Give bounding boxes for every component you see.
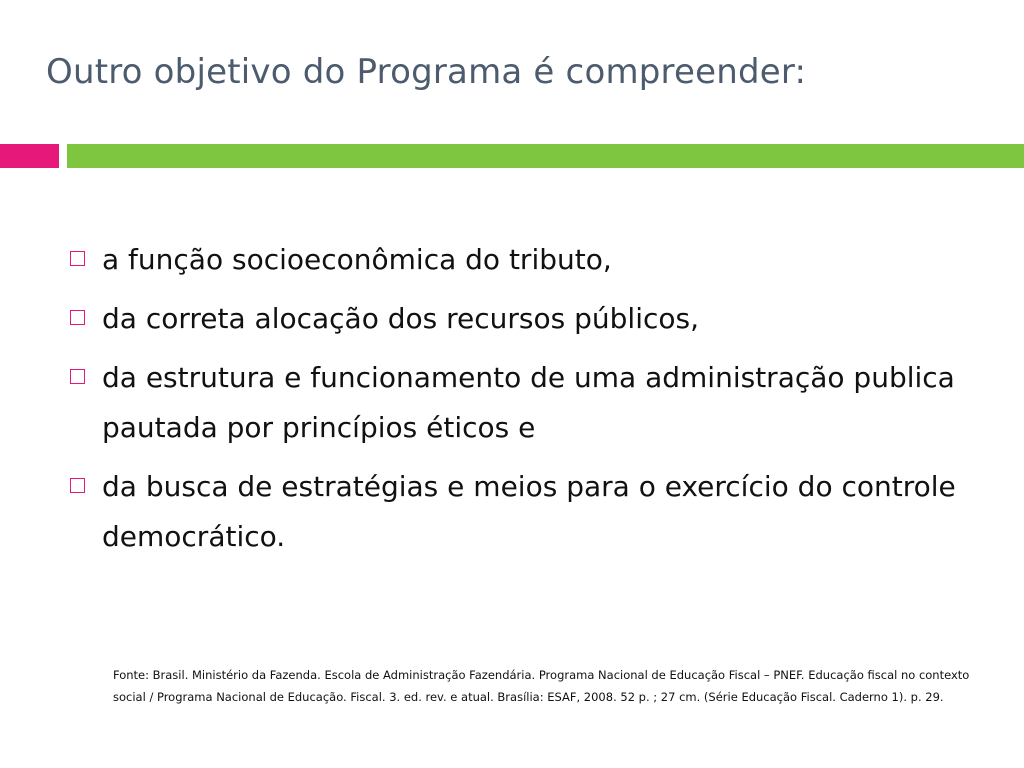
bullet-item (68, 235, 978, 285)
hollow-square-icon (70, 310, 85, 325)
slide-title: Outro objetivo do Programa é compreender: (46, 52, 807, 92)
bullet-text: da busca de estratégias e meios para o exercício do controle democrático. (102, 470, 956, 553)
source-citation: Fonte: Brasil. Ministério da Fazenda. Escola de Administração Fazendária. Programa Nacional de Educação Fiscal – PNEF. Educação fiscal no contexto social / Programa Nacional de Educação. Fiscal. 3. ed. rev. e atual. Brasília: ESAF, 2008. 52 p. ; 27 cm. (Série Educação Fiscal. Caderno 1). p. 29. (113, 668, 970, 704)
hollow-square-icon (70, 369, 85, 384)
bullet-item (68, 462, 978, 562)
bullet-list (68, 235, 978, 571)
hollow-square-icon (70, 251, 85, 266)
bullet-item (68, 294, 978, 344)
bullet-item (68, 353, 978, 453)
accent-bar-pink (0, 144, 59, 168)
bullet-text: da correta alocação dos recursos públicos, (102, 302, 699, 335)
bullet-text: da estrutura e funcionamento de uma administração publica pautada por princípios éticos e (102, 361, 955, 444)
hollow-square-icon (70, 478, 85, 493)
bullet-text: a função socioeconômica do tributo, (102, 243, 612, 276)
accent-bar-green (67, 144, 1024, 168)
